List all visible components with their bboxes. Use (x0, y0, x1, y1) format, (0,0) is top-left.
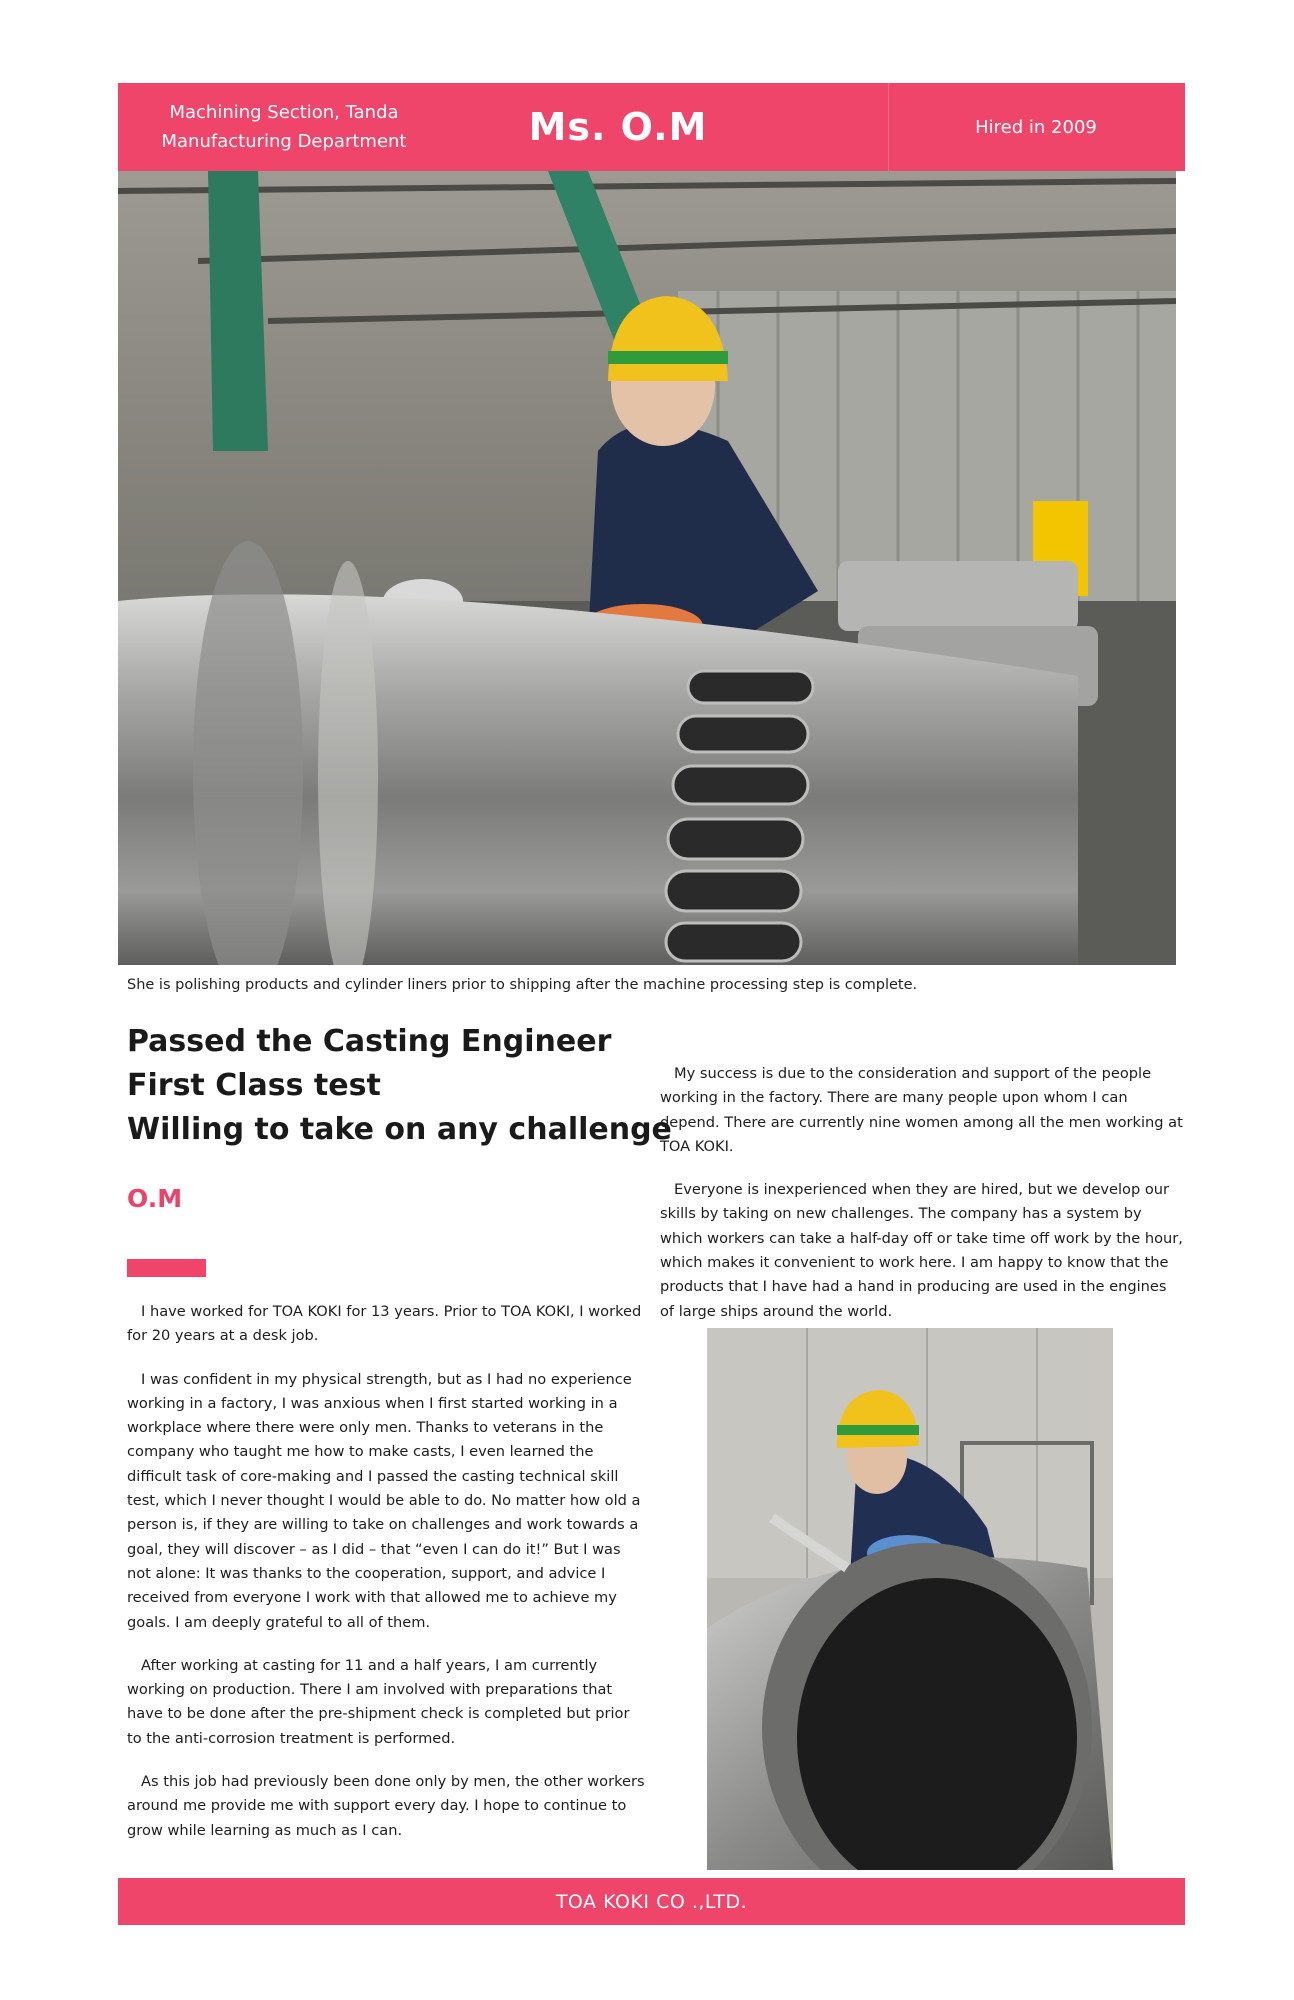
company-footer: TOA KOKI CO .,LTD. (118, 1878, 1185, 1925)
headline-line-2: First Class test (127, 1068, 381, 1103)
accent-bar (127, 1259, 206, 1277)
hired-year: Hired in 2009 (975, 116, 1097, 138)
profile-header (118, 83, 1185, 171)
headline-line-1: Passed the Casting Engineer (127, 1024, 612, 1059)
main-photo-worker-polishing (118, 171, 1176, 965)
side-photo-worker-inspecting (707, 1328, 1113, 1870)
employee-name: Ms. O.M (528, 105, 708, 149)
author-initials: O.M (127, 1184, 183, 1213)
photo-caption: She is polishing products and cylinder liners prior to shipping after the machine processing step is complete. (127, 977, 918, 993)
body-paragraph: My success is due to the consideration and support of the people working in the factory. There are many people upon whom I can depend. There are currently nine women among all the men working at TOA KOKI. (660, 1065, 1183, 1155)
body-paragraph: I was confident in my physical strength, but as I had no experience working in a factory, I was anxious when I first started working in a workplace where there were only men. Thanks to veterans in the company who taught me how to make casts, I even learned the difficult task of core-making and I passed the casting technical skill test, which I never thought I would be able to do. No matter how old a person is, if they are willing to take on challenges and work towards a goal, they will discover – as I did – that “even I can do it!” But I was not alone: It was thanks to the cooperation, support, and advice I received from everyone I work with that allowed me to achieve my goals. I am deeply grateful to all of them. (127, 1370, 641, 1631)
article-headline (127, 1020, 672, 1152)
body-paragraph: I have worked for TOA KOKI for 13 years. Prior to TOA KOKI, I worked for 20 years at a desk job. (127, 1303, 642, 1345)
body-paragraph: As this job had previously been done only by men, the other workers around me provide me with support every day. I hope to continue to grow while learning as much as I can. (127, 1773, 645, 1839)
body-column-right (660, 1062, 1185, 1343)
headline-line-3: Willing to take on any challenge (127, 1112, 672, 1147)
department-label: Machining Section, Tanda Manufacturing Department (161, 102, 407, 152)
body-paragraph: After working at casting for 11 and a half years, I am currently working on production. There I am involved with preparations that have to be done after the pre-shipment check is completed but prior to the anti-corrosion treatment is performed. (127, 1656, 630, 1747)
body-paragraph: Everyone is inexperienced when they are hired, but we develop our skills by taking on new challenges. The company has a system by which workers can take a half-day off or take time off work by the hour, which makes it convenient to work here. I am happy to know that the products that I have had a hand in producing are used in the engines of large ships around the world. (660, 1181, 1183, 1320)
body-column-left (127, 1300, 647, 1862)
